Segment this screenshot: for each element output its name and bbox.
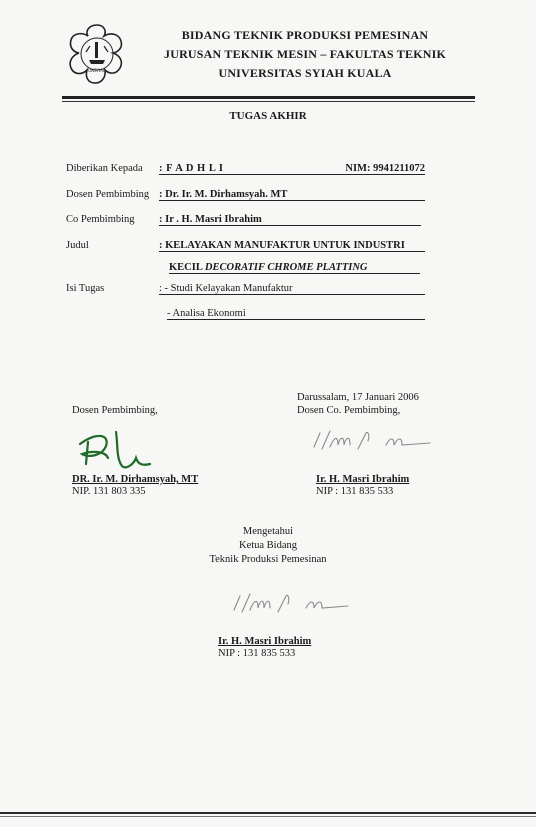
- footer-rule-thin: [0, 816, 536, 817]
- dosen-label: Dosen Pembimbing: [66, 189, 150, 200]
- right-role: Dosen Co. Pembimbing,: [297, 405, 401, 416]
- header-rule-thin: [62, 101, 475, 102]
- university-logo: [64, 22, 130, 86]
- left-name: DR. Ir. M. Dirhamsyah, MT: [72, 474, 199, 485]
- left-signature: [76, 424, 156, 474]
- right-name: Ir. H. Masri Ibrahim: [316, 474, 410, 485]
- judul-line-2: [169, 262, 420, 274]
- diberikan-value: : F A D H L I: [159, 163, 327, 175]
- mengetahui-label: Mengetahui: [242, 526, 294, 537]
- place-date: Darussalam, 17 Januari 2006: [297, 392, 419, 403]
- left-nip: NIP. 131 803 335: [72, 486, 146, 497]
- svg-text:UNSYIAH: UNSYIAH: [88, 68, 106, 73]
- judul-line-2-a: KECIL: [169, 262, 205, 273]
- bottom-signature: [230, 588, 355, 618]
- ketua-label: Ketua Bidang: [238, 540, 298, 551]
- footer-rule: [0, 812, 536, 814]
- diberikan-label: Diberikan Kepada: [66, 163, 143, 174]
- document-title: TUGAS AKHIR: [229, 110, 307, 122]
- right-signature: [310, 425, 440, 455]
- dosen-value: : Dr. Ir. M. Dirhamsyah. MT: [159, 189, 425, 201]
- judul-label: Judul: [66, 240, 89, 251]
- bottom-name: Ir. H. Masri Ibrahim: [218, 636, 312, 647]
- isi-tugas-label: Isi Tugas: [66, 283, 105, 294]
- isi-line-2: - Analisa Ekonomi: [167, 308, 425, 320]
- co-pembimbing-value: : Ir . H. Masri Ibrahim: [159, 214, 421, 226]
- header-line-1: BIDANG TEKNIK PRODUKSI PEMESINAN: [181, 28, 429, 42]
- left-role: Dosen Pembimbing,: [72, 405, 158, 416]
- bottom-nip: NIP : 131 835 533: [218, 648, 296, 659]
- isi-line-1: : - Studi Kelayakan Manufaktur: [159, 283, 425, 295]
- judul-line-2-b: DECORATIF CHROME PLATTING: [204, 262, 368, 273]
- header-line-3: UNIVERSITAS SYIAH KUALA: [218, 66, 392, 80]
- header-line-2: JURUSAN TEKNIK MESIN – FAKULTAS TEKNIK: [164, 47, 446, 61]
- right-nip: NIP : 131 835 533: [316, 486, 394, 497]
- judul-line-1: : KELAYAKAN MANUFAKTUR UNTUK INDUSTRI: [159, 240, 425, 252]
- header-rule-thick: [62, 96, 475, 99]
- bidang-label: Teknik Produksi Pemesinan: [209, 554, 327, 565]
- nim-value: NIM: 9941211072: [327, 163, 425, 175]
- co-pembimbing-label: Co Pembimbing: [66, 214, 135, 225]
